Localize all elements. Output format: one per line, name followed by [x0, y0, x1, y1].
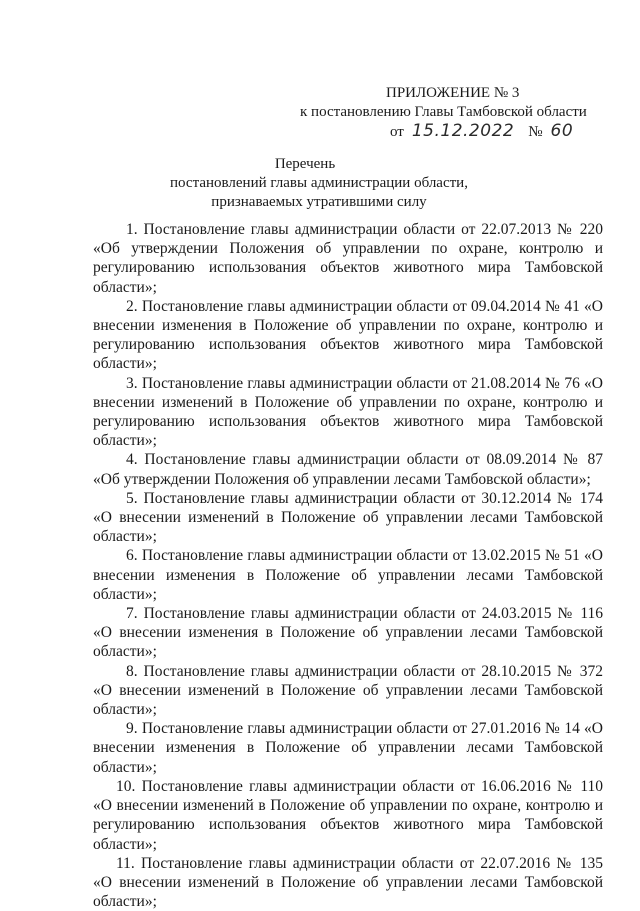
list-item-8: 8. Постановление главы администрации области от 28.10.2015 № 372 «О внесении изменений в Положение об управлении лесами Тамбовской области»; — [93, 662, 603, 719]
handwritten-number: 60 — [550, 121, 574, 141]
list-item-6: 6. Постановление главы администрации области от 13.02.2015 № 51 «О внесении изменения в Положение об управлении лесами Тамбовской области»; — [93, 547, 603, 603]
from-label: от — [390, 124, 404, 140]
appendix-header — [300, 84, 600, 142]
title-line-2: постановлений главы администрации области, — [170, 175, 468, 191]
list-item-10: 10. Постановление главы администрации области от 16.06.2016 № 110 «О внесении изменений в Положение об управлении по охране, контролю и регулированию использования объектов животного мира Тамбовской области»; — [93, 777, 603, 853]
list-item-5: 5. Постановление главы администрации области от 30.12.2014 № 174 «О внесении изменений в Положение об управлении лесами Тамбовской области»; — [93, 489, 603, 546]
list-item-2: 2. Постановление главы администрации области от 09.04.2014 № 41 «О внесении изменения в Положение об управлении по охране, контролю и регулированию использования объектов животного мира Тамбовской области»; — [93, 297, 603, 373]
list-item-11: 11. Постановление главы администрации области от 22.07.2016 № 135 «О внесении изменений в Положение об управлении лесами Тамбовской области»; — [93, 854, 603, 911]
list-item-7: 7. Постановление главы администрации области от 24.03.2015 № 116 «О внесении изменения в Положение об управлении лесами Тамбовской области»; — [93, 605, 603, 661]
list-item-1: 1. Постановление главы администрации области от 22.07.2013 № 220 «Об утверждении Положения об управлении по охране, контролю и регулированию использования объектов животного мира Тамбовской области»; — [93, 221, 603, 296]
resolutions-list — [93, 220, 603, 911]
list-item-9: 9. Постановление главы администрации области от 27.01.2016 № 14 «О внесении изменения в Положение об управлении лесами Тамбовской области»; — [93, 720, 603, 776]
appendix-date-line — [300, 122, 600, 142]
title-line-1: Перечень — [274, 156, 336, 172]
list-item-4: 4. Постановление главы администрации области от 08.09.2014 № 87 «Об утверждении Положения об управлении лесами Тамбовской области»; — [93, 451, 603, 488]
appendix-reference: к постановлению Главы Тамбовской области — [300, 104, 587, 120]
appendix-title: ПРИЛОЖЕНИЕ № 3 — [386, 85, 520, 101]
title-line-3: признаваемых утратившими силу — [211, 194, 427, 210]
handwritten-date: 15.12.2022 — [411, 121, 515, 141]
list-title — [0, 155, 640, 212]
number-label: № — [528, 124, 543, 140]
list-item-3: 3. Постановление главы администрации области от 21.08.2014 № 76 «О внесении изменений в Положение об управлении по охране, контролю и регулированию использования объектов животного мира Тамбовской области»; — [93, 374, 603, 450]
